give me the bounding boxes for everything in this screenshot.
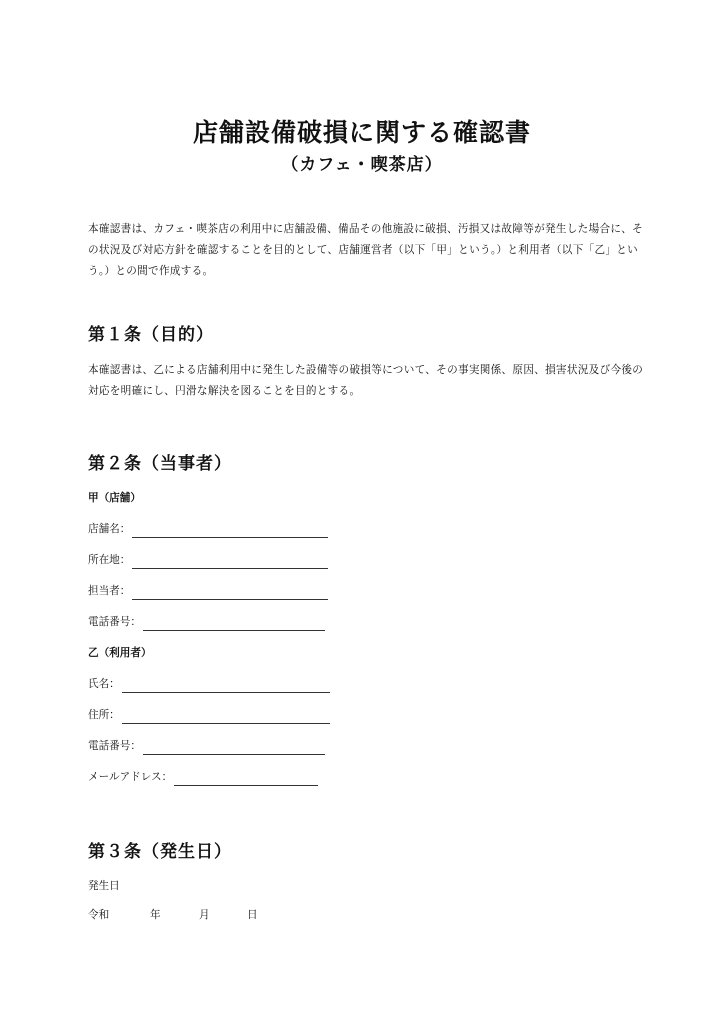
- email-b-label: メールアドレス：: [88, 771, 173, 783]
- article1-body: 本確認書は、乙による店舗利用中に発生した設備等の破損等について、その事実関係、原因、損害状況及び今後の対応を明確にし、円滑な解決を図ることを目的とする。: [88, 364, 644, 397]
- address-a-field[interactable]: [88, 551, 328, 569]
- phone-b-input-line[interactable]: [143, 742, 325, 755]
- article1-heading: 第１条（目的）: [88, 325, 214, 345]
- occurrence-date-row[interactable]: [88, 906, 328, 924]
- document-subtitle: （カフェ・喫茶店）: [281, 155, 443, 175]
- article2-heading: 第２条（当事者）: [88, 454, 232, 474]
- person-in-charge-label: 担当者：: [88, 585, 131, 597]
- date-year: 年: [150, 909, 161, 921]
- email-b-field[interactable]: [88, 768, 318, 786]
- name-b-field[interactable]: [88, 675, 330, 693]
- address-a-input-line[interactable]: [132, 556, 328, 569]
- document-title: 店舗設備破損に関する確認書: [192, 118, 531, 147]
- email-b-input-line[interactable]: [174, 773, 318, 786]
- name-b-label: 氏名：: [88, 678, 120, 690]
- address-b-label: 住所：: [88, 709, 120, 721]
- intro-paragraph: 本確認書は、カフェ・喫茶店の利用中に店舗設備、備品その他施設に破損、汚損又は故障等が発生した場合に、その状況及び対応方針を確認することを目的として、店舗運営者（以下「甲」という。）と利用者（以下「乙」という。）との間で作成する。: [88, 223, 644, 277]
- date-era: 令和: [88, 909, 110, 921]
- article3-heading: 第３条（発生日）: [88, 842, 232, 862]
- phone-a-field[interactable]: [88, 613, 325, 631]
- phone-b-field[interactable]: [88, 737, 325, 755]
- name-b-input-line[interactable]: [122, 680, 330, 693]
- address-a-label: 所在地：: [88, 554, 131, 566]
- phone-b-label: 電話番号：: [88, 740, 141, 752]
- party-b-label: 乙（利用者）: [88, 647, 152, 659]
- person-in-charge-input-line[interactable]: [132, 587, 328, 600]
- store-name-field[interactable]: [88, 520, 328, 538]
- phone-a-input-line[interactable]: [143, 618, 325, 631]
- date-month: 月: [199, 909, 210, 921]
- occurrence-date-label: 発生日: [88, 880, 120, 892]
- party-a-label: 甲（店舗）: [88, 492, 141, 504]
- date-day: 日: [247, 909, 258, 921]
- store-name-input-line[interactable]: [132, 525, 328, 538]
- phone-a-label: 電話番号：: [88, 616, 141, 628]
- person-in-charge-field[interactable]: [88, 582, 328, 600]
- address-b-input-line[interactable]: [122, 711, 330, 724]
- address-b-field[interactable]: [88, 706, 330, 724]
- store-name-label: 店舗名：: [88, 523, 131, 535]
